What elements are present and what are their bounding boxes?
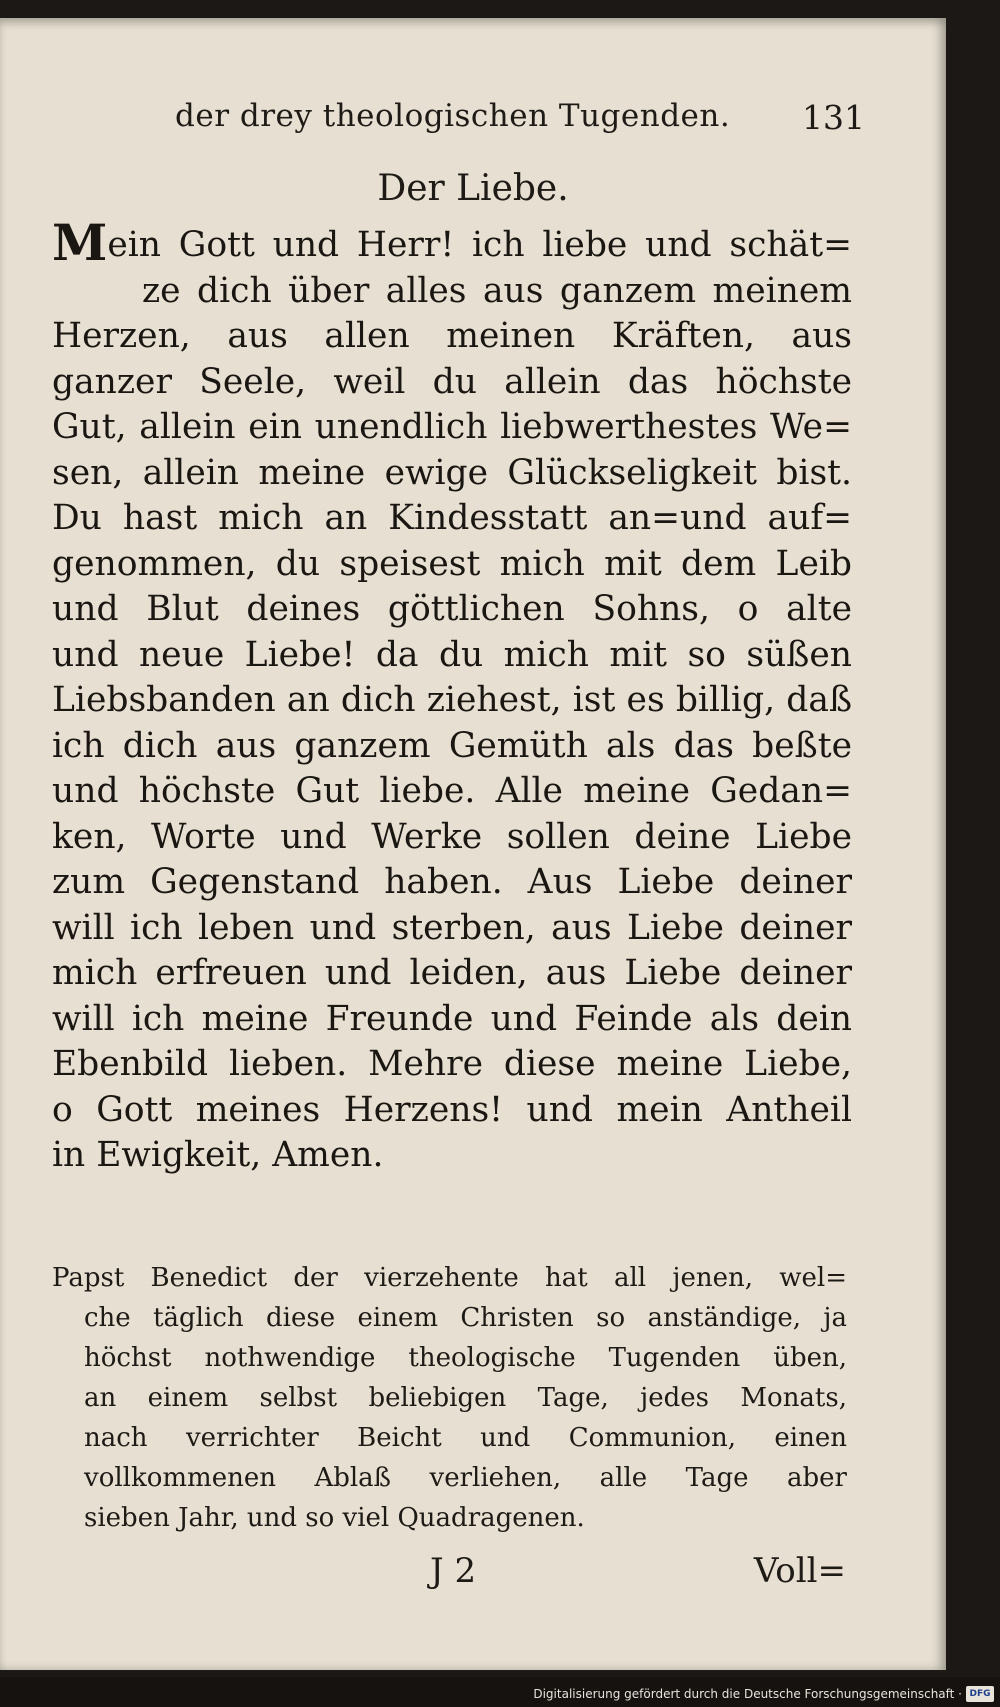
text-line: zum Gegenstand haben. Aus Liebe deiner bbox=[52, 862, 852, 902]
text-line: mich erfreuen und leiden, aus Liebe deiner bbox=[52, 953, 852, 993]
text-line: Mein Gott und Herr! ich liebe und schät= bbox=[52, 213, 852, 272]
catchword: Voll= bbox=[753, 1551, 846, 1591]
note-line: che täglich diese einem Christen so anständige, ja bbox=[84, 1303, 847, 1333]
prayer-text bbox=[52, 213, 852, 1179]
text-line: Herzen, aus allen meinen Kräften, aus bbox=[52, 316, 852, 356]
text-line: sen, allein meine ewige Glückseligkeit bist. bbox=[52, 452, 852, 493]
text-line: und höchste Gut liebe. Alle meine Gedan= bbox=[52, 771, 852, 811]
signature-mark: J 2 bbox=[430, 1551, 477, 1591]
text-line: und Blut deines göttlichen Sohns, o alte bbox=[52, 589, 852, 629]
text-line: Du hast mich an Kindesstatt an=und auf= bbox=[52, 498, 852, 538]
text-line: Ebenbild lieben. Mehre diese meine Liebe, bbox=[52, 1044, 852, 1084]
indulgence-note bbox=[52, 1258, 847, 1538]
drop-cap: M bbox=[52, 213, 108, 272]
note-line: Papst Benedict der vierzehente hat all jenen, wel= bbox=[52, 1263, 847, 1293]
running-title: der drey theologischen Tugenden. bbox=[175, 98, 731, 134]
section-title: Der Liebe. bbox=[377, 168, 569, 209]
note-line: vollkommenen Ablaß verliehen, alle Tage aber bbox=[84, 1463, 847, 1493]
text-line: Gut, allein ein unendlich liebwerthestes We= bbox=[52, 407, 852, 447]
note-line: sieben Jahr, und so viel Quadragenen. bbox=[84, 1503, 585, 1533]
dfg-logo: DFG bbox=[966, 1686, 994, 1702]
funding-credit: Digitalisierung gefördert durch die Deutsche Forschungsgemeinschaft · bbox=[533, 1687, 962, 1701]
text-line: ganzer Seele, weil du allein das höchste bbox=[52, 361, 852, 402]
text-line: o Gott meines Herzens! und mein Antheil bbox=[52, 1089, 852, 1130]
note-line: an einem selbst beliebigen Tage, jedes Monats, bbox=[84, 1383, 847, 1413]
text-line: in Ewigkeit, Amen. bbox=[52, 1135, 384, 1175]
text-line: ken, Worte und Werke sollen deine Liebe bbox=[52, 816, 852, 857]
text-line: will ich meine Freunde und Feinde als dein bbox=[52, 998, 852, 1039]
text-line: will ich leben und sterben, aus Liebe deiner bbox=[52, 907, 852, 948]
text-line: ze dich über alles aus ganzem meinem bbox=[142, 270, 852, 311]
page-header bbox=[175, 98, 865, 148]
text-line: und neue Liebe! da du mich mit so süßen bbox=[52, 634, 852, 675]
book-page bbox=[0, 18, 946, 1670]
text-line: Liebsbanden an dich ziehest, ist es billig, daß bbox=[52, 680, 852, 720]
note-line: nach verrichter Beicht und Communion, einen bbox=[84, 1423, 847, 1453]
digitization-footer bbox=[0, 1677, 1000, 1707]
text-line: ich dich aus ganzem Gemüth als das beßte bbox=[52, 725, 852, 766]
page-number: 131 bbox=[802, 98, 865, 137]
text-line: genommen, du speisest mich mit dem Leib bbox=[52, 543, 852, 584]
note-line: höchst nothwendige theologische Tugenden üben, bbox=[84, 1343, 847, 1373]
